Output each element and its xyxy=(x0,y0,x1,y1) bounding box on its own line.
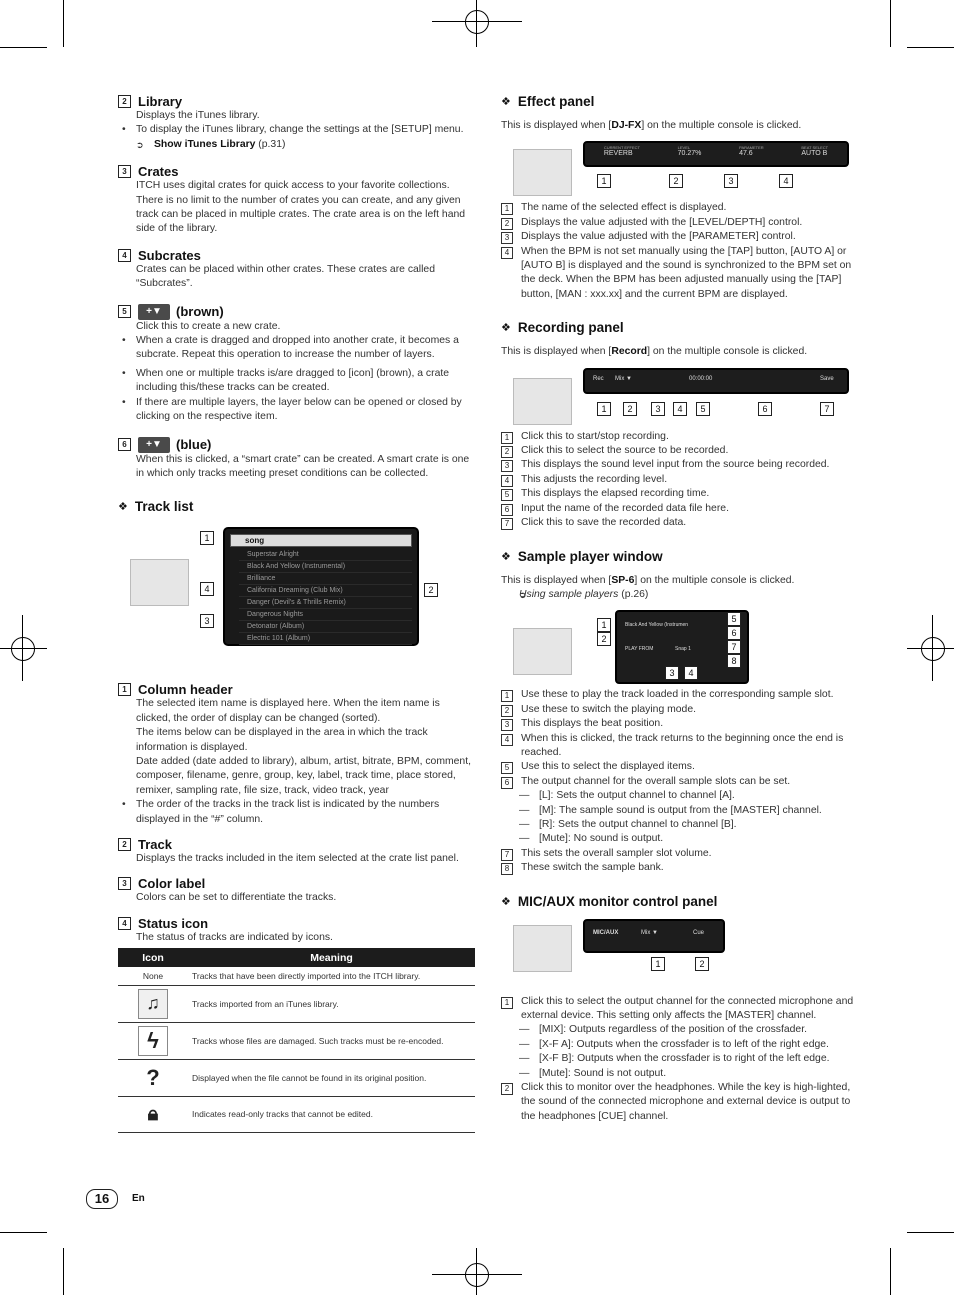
micaux-item xyxy=(501,1081,858,1124)
item-text: Displays the value adjusted with the [PARAMETER] control. xyxy=(521,231,796,243)
item-number: 7 xyxy=(501,518,513,530)
effect-item xyxy=(501,230,858,244)
item-text: This displays the elapsed recording time. xyxy=(521,488,710,500)
brown-heading xyxy=(118,304,475,320)
page-number: 16 xyxy=(86,1189,118,1209)
item-number: 2 xyxy=(501,1083,513,1095)
micaux-label: MIC/AUX xyxy=(593,929,619,936)
colheader-heading xyxy=(118,682,475,697)
colorlabel-text: Colors can be set to differentiate the tracks. xyxy=(136,892,337,904)
subcrates-text: Crates can be placed within other crates. These crates are called “Subcrates”. xyxy=(136,263,435,290)
micaux-panel xyxy=(583,919,725,953)
registration-mark xyxy=(465,10,489,34)
effect-parameter xyxy=(739,145,764,157)
track-row[interactable]: California Dreaming (Club Mix) xyxy=(239,585,412,597)
item-number: 4 xyxy=(118,249,131,262)
colorlabel-title: Color label xyxy=(138,876,206,892)
source-select[interactable]: Mix ▼ xyxy=(615,375,632,382)
item-number: 7 xyxy=(501,849,513,861)
track-row[interactable]: Brilliance xyxy=(239,573,412,585)
panel-value: AUTO B xyxy=(801,150,828,158)
tracklist-heading xyxy=(118,499,475,514)
software-thumbnail xyxy=(513,925,572,972)
item-number: 2 xyxy=(118,95,131,108)
left-column xyxy=(118,94,475,1133)
crop-mark xyxy=(0,47,47,48)
colheader-text: The selected item name is displayed here. When the item name is clicked, the order of display can be changed (sorted). xyxy=(136,698,440,724)
intro-text: ] on the multiple console is clicked. xyxy=(647,346,808,358)
rec-button[interactable]: Rec xyxy=(593,375,604,382)
item-number: 6 xyxy=(501,777,513,789)
tracklist-screen xyxy=(223,527,419,646)
crop-mark xyxy=(63,0,64,47)
brown-text: Click this to create a new crate. xyxy=(136,320,281,332)
callout-3: 3 xyxy=(200,614,214,628)
effect-item xyxy=(501,201,858,215)
panel-label: CURRENT EFFECT xyxy=(603,145,640,151)
status-text: The status of tracks are indicated by icons. xyxy=(136,931,333,943)
item-number: 2 xyxy=(501,218,513,230)
callout-3: 3 xyxy=(665,666,679,680)
item-number: 4 xyxy=(501,734,513,746)
meaning-cell: Tracks that have been directly imported into the ITCH library. xyxy=(188,967,475,985)
software-thumbnail xyxy=(130,559,189,606)
recording-intro xyxy=(501,345,858,359)
intro-text: This is displayed when [ xyxy=(501,574,612,586)
item-text: Click this to start/stop recording. xyxy=(521,430,669,442)
numbered-item xyxy=(501,760,858,774)
numbered-item xyxy=(501,473,858,487)
numbered-item xyxy=(501,516,858,530)
registration-mark xyxy=(11,637,35,661)
library-ref xyxy=(118,138,475,152)
sample-track: Black And Yellow (Instrumen xyxy=(625,622,689,629)
item-number: 5 xyxy=(501,489,513,501)
item-text: When the BPM is not set manually using the [TAP] button, [AUTO A] or [AUTO B] is displayed and the sound is synchronized to the BPM set on the deck. When the BPM has been adjusted manually using the [TAP] button, [MAN : xxx.xx] and the current BPM are displayed. xyxy=(521,245,852,300)
item-text: Use this to select the displayed items. xyxy=(521,761,695,773)
track-row[interactable]: Dangerous Nights xyxy=(239,609,412,621)
library-heading xyxy=(118,94,475,109)
item-text: Use these to switch the playing mode. xyxy=(521,703,697,715)
callout-4: 4 xyxy=(779,174,793,188)
colheader-title: Column header xyxy=(138,682,233,698)
registration-mark xyxy=(932,615,933,681)
effect-figure xyxy=(501,141,858,201)
registration-mark xyxy=(465,1263,489,1287)
sub-item: — [M]: The sample sound is output from the [MASTER] channel. xyxy=(501,804,858,818)
colheader-bullet: • The order of the tracks in the track list is indicated by the numbers displayed in the “#” column. xyxy=(118,798,475,827)
item-number: 6 xyxy=(501,504,513,516)
item-number: 1 xyxy=(118,683,131,696)
registration-mark xyxy=(476,1248,477,1295)
right-column xyxy=(501,94,858,1124)
th-icon: Icon xyxy=(118,948,188,967)
callout-5: 5 xyxy=(727,612,741,626)
track-title: Track xyxy=(138,836,172,852)
callout-7: 7 xyxy=(727,640,741,654)
item-text: Click this to select the source to be recorded. xyxy=(521,445,729,457)
track-row[interactable]: Black And Yellow (Instrumental) xyxy=(239,561,412,573)
table-row xyxy=(118,1096,475,1132)
item-number: 5 xyxy=(501,762,513,774)
callout-3: 3 xyxy=(724,174,738,188)
effect-item xyxy=(501,216,858,230)
micaux-figure xyxy=(501,919,858,995)
micaux-sub: — [MIX]: Outputs regardless of the position of the crossfader. xyxy=(501,1023,858,1037)
item-text: The name of the selected effect is displayed. xyxy=(521,202,727,214)
callout-8: 8 xyxy=(727,654,741,668)
cue-button[interactable]: Cue xyxy=(693,929,705,936)
callout-1: 1 xyxy=(597,402,611,416)
callout-4: 4 xyxy=(673,402,687,416)
status-icon-table xyxy=(118,948,475,1133)
registration-mark xyxy=(432,1274,522,1275)
callout-2: 2 xyxy=(424,583,438,597)
registration-mark xyxy=(0,648,47,649)
sub-item: — [R]: Sets the output channel to channel [B]. xyxy=(501,818,858,832)
output-select[interactable]: Mix ▼ xyxy=(641,929,658,936)
item-text: Click this to monitor over the headphones. While the key is high-lighted, the sound of the connected microphone and external device is output to the headphones [CUE] channel. xyxy=(521,1082,851,1122)
item-text: This displays the beat position. xyxy=(521,718,664,730)
callout-1: 1 xyxy=(200,531,214,545)
column-header-cell: song xyxy=(230,534,412,547)
track-row[interactable]: Electric 101 (Album) xyxy=(239,633,412,645)
play-mode[interactable]: PLAY FROM xyxy=(625,646,654,653)
crop-mark xyxy=(0,1232,47,1233)
meaning-cell: Tracks whose files are damaged. Such tracks must be re-encoded. xyxy=(188,1022,475,1059)
micaux-item xyxy=(501,995,858,1024)
intro-text: This is displayed when [ xyxy=(501,346,612,358)
icon-cell: None xyxy=(118,967,188,985)
brown-bullet: • When a crate is dragged and dropped into another crate, it becomes a subcrate. Repeat this operation to increase the number of layers. xyxy=(118,334,475,363)
software-thumbnail xyxy=(513,149,572,196)
callout-1: 1 xyxy=(597,618,611,632)
callout-4: 4 xyxy=(200,582,214,596)
callout-3: 3 xyxy=(651,402,665,416)
crop-mark xyxy=(907,1232,954,1233)
library-title: Library xyxy=(138,94,183,109)
item-number: 8 xyxy=(501,863,513,875)
item-number: 2 xyxy=(501,446,513,458)
sub-item: — [Mute]: No sound is output. xyxy=(501,832,858,846)
ref-page: (p.31) xyxy=(255,138,286,150)
numbered-item xyxy=(501,430,858,444)
blue-heading xyxy=(118,437,475,453)
numbered-item xyxy=(501,487,858,501)
software-thumbnail xyxy=(513,378,572,425)
item-text: This adjusts the recording level. xyxy=(521,473,668,485)
subcrates-title: Subcrates xyxy=(138,247,201,263)
panel-label: PARAMETER xyxy=(739,145,764,151)
intro-text: ] on the multiple console is clicked. xyxy=(634,574,795,586)
meaning-cell: Indicates read-only tracks that cannot be edited. xyxy=(188,1096,475,1132)
effect-heading xyxy=(501,94,858,109)
track-row[interactable]: Detonator (Album) xyxy=(239,621,412,633)
intro-key: Record xyxy=(611,346,648,358)
diamond-icon: ❖ xyxy=(501,96,511,108)
recording-title: Recording panel xyxy=(517,320,624,336)
panel-label: BEAT SELECT xyxy=(801,145,829,151)
library-text: Displays the iTunes library. xyxy=(136,110,260,121)
registration-mark xyxy=(476,0,477,47)
item-text: Use these to play the track loaded in the corresponding sample slot. xyxy=(521,689,834,701)
meaning-cell: Tracks imported from an iTunes library. xyxy=(188,985,475,1022)
callout-2: 2 xyxy=(669,174,683,188)
numbered-item xyxy=(501,732,858,761)
crop-mark xyxy=(63,1248,64,1295)
callout-1: 1 xyxy=(651,957,665,971)
track-rows xyxy=(239,549,412,645)
subcrates-heading xyxy=(118,248,475,263)
track-heading xyxy=(118,837,475,852)
callout-2: 2 xyxy=(597,632,611,646)
table-row xyxy=(118,967,475,985)
numbered-item xyxy=(501,861,858,875)
item-number: 3 xyxy=(118,165,131,178)
effect-level xyxy=(678,145,702,157)
effect-name xyxy=(604,145,640,157)
numbered-item xyxy=(501,458,858,472)
item-number: 1 xyxy=(501,690,513,702)
ref-title: Show iTunes Library xyxy=(154,138,256,150)
item-text: Displays the value adjusted with the [LEVEL/DEPTH] control. xyxy=(521,216,803,228)
item-number: 1 xyxy=(501,997,513,1009)
numbered-item xyxy=(501,703,858,717)
brown-bullet: • When one or multiple tracks is/are dragged to [icon] (brown), a crate including this/these tracks can be created. xyxy=(118,367,475,396)
callout-7: 7 xyxy=(820,402,834,416)
effect-title: Effect panel xyxy=(517,94,595,109)
micaux-title: MIC/AUX monitor control panel xyxy=(517,893,718,909)
save-button[interactable]: Save xyxy=(820,375,834,382)
registration-mark xyxy=(921,637,945,661)
intro-key: DJ-FX xyxy=(611,120,642,131)
page-lang: En xyxy=(132,1193,145,1204)
sampler-ref xyxy=(501,588,858,602)
sampler-items xyxy=(501,688,858,875)
numbered-item xyxy=(501,502,858,516)
crates-title: Crates xyxy=(138,164,179,180)
numbered-item xyxy=(501,847,858,861)
elapsed-time: 00:00:00 xyxy=(689,375,713,382)
item-number: 2 xyxy=(501,705,513,717)
diamond-icon: ❖ xyxy=(501,322,511,335)
sampler-title: Sample player window xyxy=(517,548,663,564)
blue-title: (blue) xyxy=(176,437,212,452)
colheader-text: Date added (date added to library), album, artist, bitrate, BPM, comment, composer, filename, genre, group, key, label, track time, place stored, remixer, sampling rate, file size, track, video track, year xyxy=(136,755,471,796)
smart-crate-blue-icon: +▼ xyxy=(138,437,170,453)
software-thumbnail xyxy=(513,628,572,675)
th-meaning: Meaning xyxy=(188,948,475,967)
meaning-cell: Displayed when the file cannot be found in its original position. xyxy=(188,1059,475,1096)
recording-heading xyxy=(501,320,858,335)
item-number: 1 xyxy=(501,203,513,215)
item-number: 1 xyxy=(501,432,513,444)
itunes-icon: ♫ xyxy=(138,989,168,1019)
item-text: The output channel for the overall sample slots can be set. xyxy=(521,775,791,787)
item-text: This displays the sound level input from the source being recorded. xyxy=(521,459,830,471)
item-text: This sets the overall sampler slot volume. xyxy=(521,847,712,859)
table-header-row xyxy=(118,948,475,967)
registration-mark xyxy=(907,648,954,649)
callout-4: 4 xyxy=(684,666,698,680)
add-crate-brown-icon: +▼ xyxy=(138,304,170,320)
item-number: 4 xyxy=(118,917,131,930)
ref-page: (p.26) xyxy=(618,588,649,600)
brown-bullet: • If there are multiple layers, the layer below can be opened or closed by clicking on the respective item. xyxy=(118,396,475,425)
item-number: 5 xyxy=(118,305,131,318)
recording-items xyxy=(501,430,858,531)
item-number: 3 xyxy=(501,719,513,731)
table-row xyxy=(118,1059,475,1096)
table-row xyxy=(118,1022,475,1059)
track-row[interactable]: Superstar Alright xyxy=(239,549,412,561)
library-bullet: • To display the iTunes library, change the settings at the [SETUP] menu. xyxy=(118,123,475,137)
intro-text: This is displayed when [ xyxy=(501,120,612,131)
recording-figure xyxy=(501,368,858,430)
numbered-item xyxy=(501,688,858,702)
numbered-item xyxy=(501,717,858,731)
ref-title: Using sample players xyxy=(519,588,619,600)
sampler-intro xyxy=(501,574,858,588)
diamond-icon: ❖ xyxy=(501,895,511,908)
track-text: Displays the tracks included in the item selected at the crate list panel. xyxy=(136,852,459,864)
brown-title: (brown) xyxy=(176,304,224,320)
tracklist-title: Track list xyxy=(134,499,194,515)
callout-1: 1 xyxy=(597,174,611,188)
table-row xyxy=(118,985,475,1022)
question-icon: ? xyxy=(139,1064,167,1092)
callout-6: 6 xyxy=(727,626,741,640)
slot-select[interactable]: Snap 1 xyxy=(675,646,691,653)
item-text: These switch the sample bank. xyxy=(521,862,664,874)
sampler-heading xyxy=(501,549,858,564)
micaux-sub: — [X-F A]: Outputs when the crossfader is to left of the right edge. xyxy=(501,1038,858,1052)
crop-mark xyxy=(890,0,891,47)
diamond-icon: ❖ xyxy=(501,550,511,563)
status-heading xyxy=(118,916,475,931)
item-text: When this is clicked, the track returns to the beginning once the end is reached. xyxy=(521,732,844,758)
panel-value: 70.27% xyxy=(677,150,702,158)
effect-beat xyxy=(801,145,828,157)
numbered-item xyxy=(501,444,858,458)
item-number: 3 xyxy=(501,232,513,244)
crop-mark xyxy=(907,47,954,48)
item-number: 4 xyxy=(501,247,513,259)
callout-6: 6 xyxy=(758,402,772,416)
intro-text: ] on the multiple console is clicked. xyxy=(641,120,802,131)
numbered-item xyxy=(501,775,858,789)
effect-item xyxy=(501,245,858,303)
callout-2: 2 xyxy=(695,957,709,971)
blue-text: When this is clicked, a “smart crate” can be created. A smart crate is one in which only tracks meeting preset conditions can be collected. xyxy=(136,453,470,479)
effect-intro xyxy=(501,119,858,133)
micaux-sub: — [X-F B]: Outputs when the crossfader is to right of the left edge. xyxy=(501,1052,858,1066)
item-text: Click this to select the output channel for the connected microphone and external device. This setting only affects the [MASTER] channel. xyxy=(521,995,854,1021)
tracklist-figure xyxy=(118,522,475,672)
micaux-sub: — [Mute]: Sound is not output. xyxy=(501,1067,858,1081)
callout-2: 2 xyxy=(623,402,637,416)
crates-heading xyxy=(118,164,475,179)
item-number: 3 xyxy=(501,460,513,472)
callout-5: 5 xyxy=(696,402,710,416)
track-row[interactable]: Danger (Devil's & Thrills Remix) xyxy=(239,597,412,609)
micaux-heading xyxy=(501,894,858,909)
item-number: 2 xyxy=(118,838,131,851)
diamond-icon: ❖ xyxy=(118,501,128,514)
panel-value: REVERB xyxy=(603,150,633,158)
lightning-icon: ϟ xyxy=(138,1026,168,1056)
intro-key: SP-6 xyxy=(611,574,635,586)
item-number: 3 xyxy=(118,877,131,890)
panel-label: LEVEL xyxy=(677,145,691,151)
registration-mark xyxy=(22,615,23,681)
colorlabel-heading xyxy=(118,876,475,891)
item-number: 6 xyxy=(118,438,131,451)
panel-value: 47.6 xyxy=(739,150,753,158)
recording-panel xyxy=(583,368,849,394)
effect-panel xyxy=(583,141,849,167)
item-number: 4 xyxy=(501,475,513,487)
registration-mark xyxy=(432,21,522,22)
item-text: Click this to save the recorded data. xyxy=(521,517,687,529)
lock-icon: 🔒︎ xyxy=(139,1100,167,1128)
status-title: Status icon xyxy=(138,915,209,931)
sampler-figure xyxy=(501,608,858,688)
sub-item: — [L]: Sets the output channel to channel [A]. xyxy=(501,789,858,803)
colheader-text: The items below can be displayed in the area in which the track information is displayed. xyxy=(136,727,428,753)
item-text: Input the name of the recorded data file here. xyxy=(521,502,729,514)
crates-text: ITCH uses digital crates for quick access to your favorite collections. There is no limit to the number of crates you can create, and any given track can be placed in multiple crates. The crate area is on the left hand side of the library. xyxy=(136,180,466,235)
crop-mark xyxy=(890,1248,891,1295)
